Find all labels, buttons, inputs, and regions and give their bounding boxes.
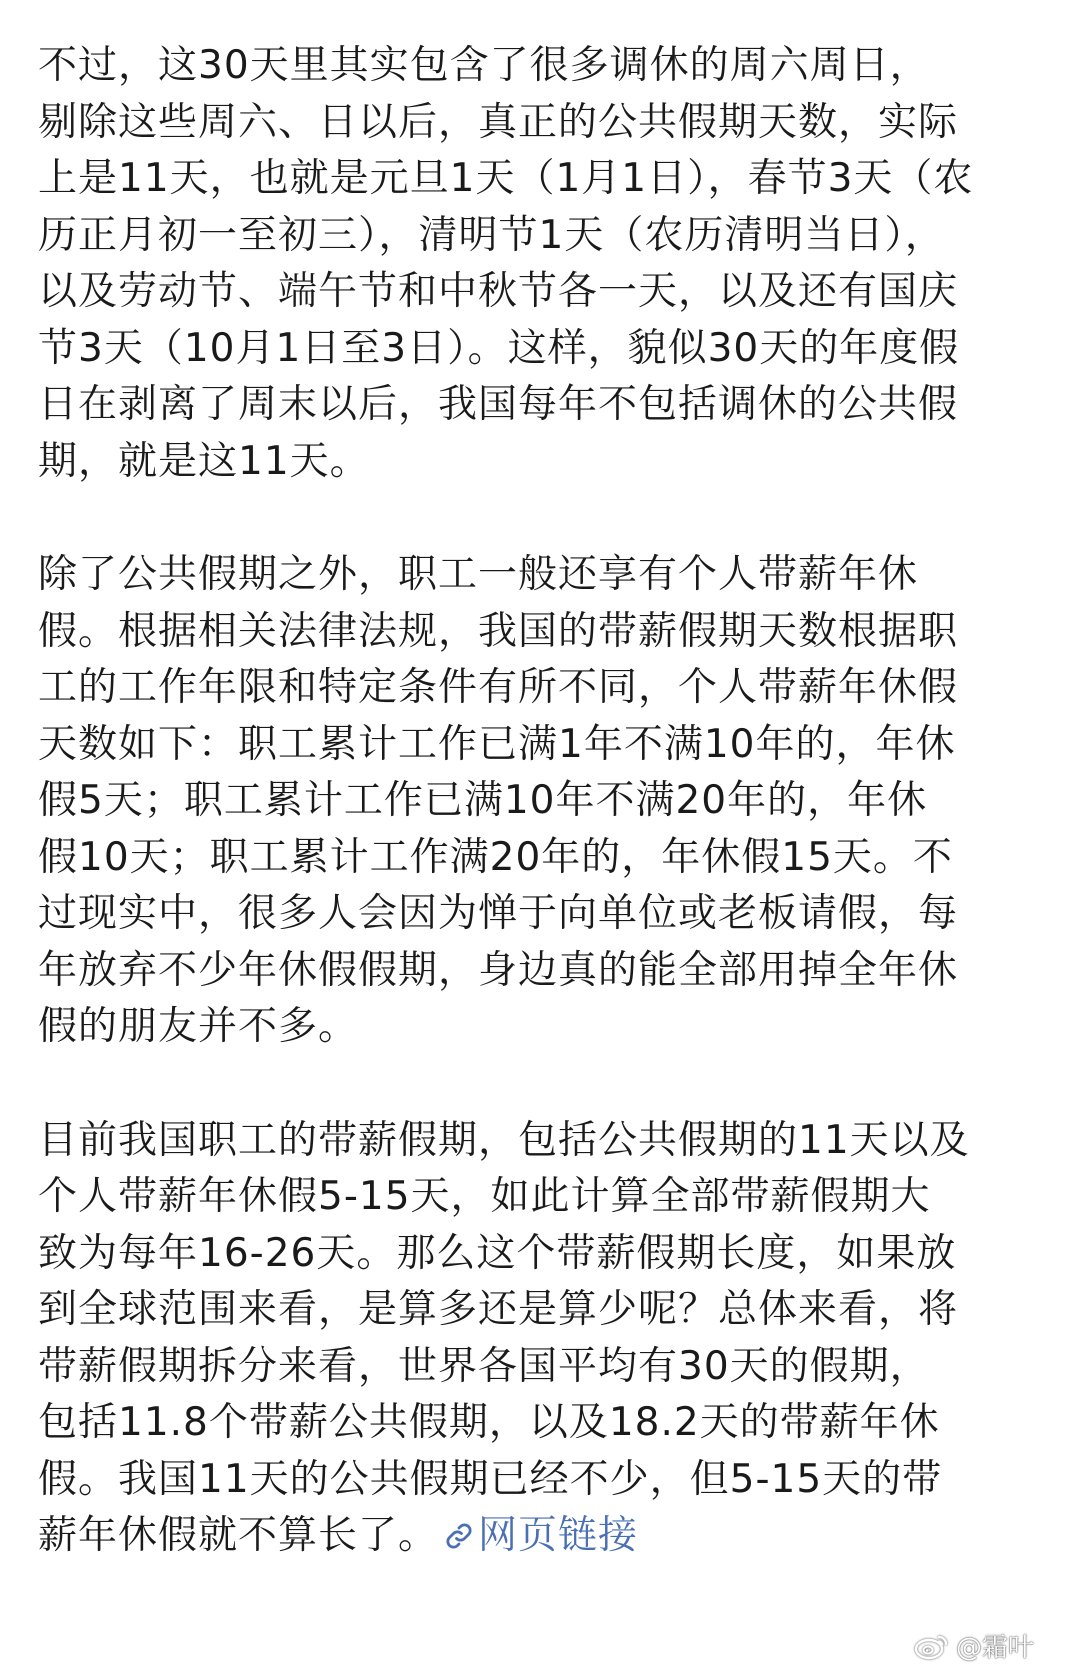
- watermark-username: @霜叶: [955, 1633, 1034, 1663]
- post-body: [38, 38, 1042, 1565]
- weibo-icon: [914, 1632, 950, 1660]
- watermark: [914, 1627, 1034, 1664]
- web-link-label: 网页链接: [478, 1513, 639, 1558]
- post-paragraph-3-text: 目前我国职工的带薪假期，包括公共假期的11天以及 个人带薪年休假5-15天，如此计算全部带薪假期大 致为每年16-26天。那么这个带薪假期长度，如果放 到全球范围来看，是算多还是算少呢？总体来看，将 带薪假期拆分来看，世界各国平均有30天的假期， 包括11.8个带薪公共假期，以及18.2天的带薪年休 假。我国11天的公共假期已经不少，但5-15天的带 薪年休假就不算长了。: [38, 1117, 970, 1558]
- link-icon: [444, 1521, 474, 1551]
- post-paragraph-2: 除了公共假期之外，职工一般还享有个人带薪年休 假。根据相关法律法规，我国的带薪假期天数根据职 工的工作年限和特定条件有所不同，个人带薪年休假 天数如下：职工累计工作已满1年不满10年的，年休 假5天；职工累计工作已满10年不满20年的，年休 假10天；职工累计工作满20年的，年休假15天。不 过现实中，很多人会因为惮于向单位或老板请假，每 年放弃不少年休假假期，身边真的能全部用掉全年休 假的朋友并不多。: [38, 552, 959, 1049]
- post-paragraph-3: [38, 1113, 1042, 1565]
- web-link[interactable]: [444, 1513, 638, 1558]
- post-paragraph-1: 不过，这30天里其实包含了很多调休的周六周日， 剔除这些周六、日以后，真正的公共假期天数，实际 上是11天，也就是元旦1天（1月1日），春节3天（农 历正月初一至初三），清明节1天（农历清明当日）， 以及劳动节、端午节和中秋节各一天，以及还有国庆 节3天（10月1日至3日）。这样，貌似30天的年度假 日在剥离了周末以后，我国每年不包括调休的公共假 期，就是这11天。: [38, 43, 974, 484]
